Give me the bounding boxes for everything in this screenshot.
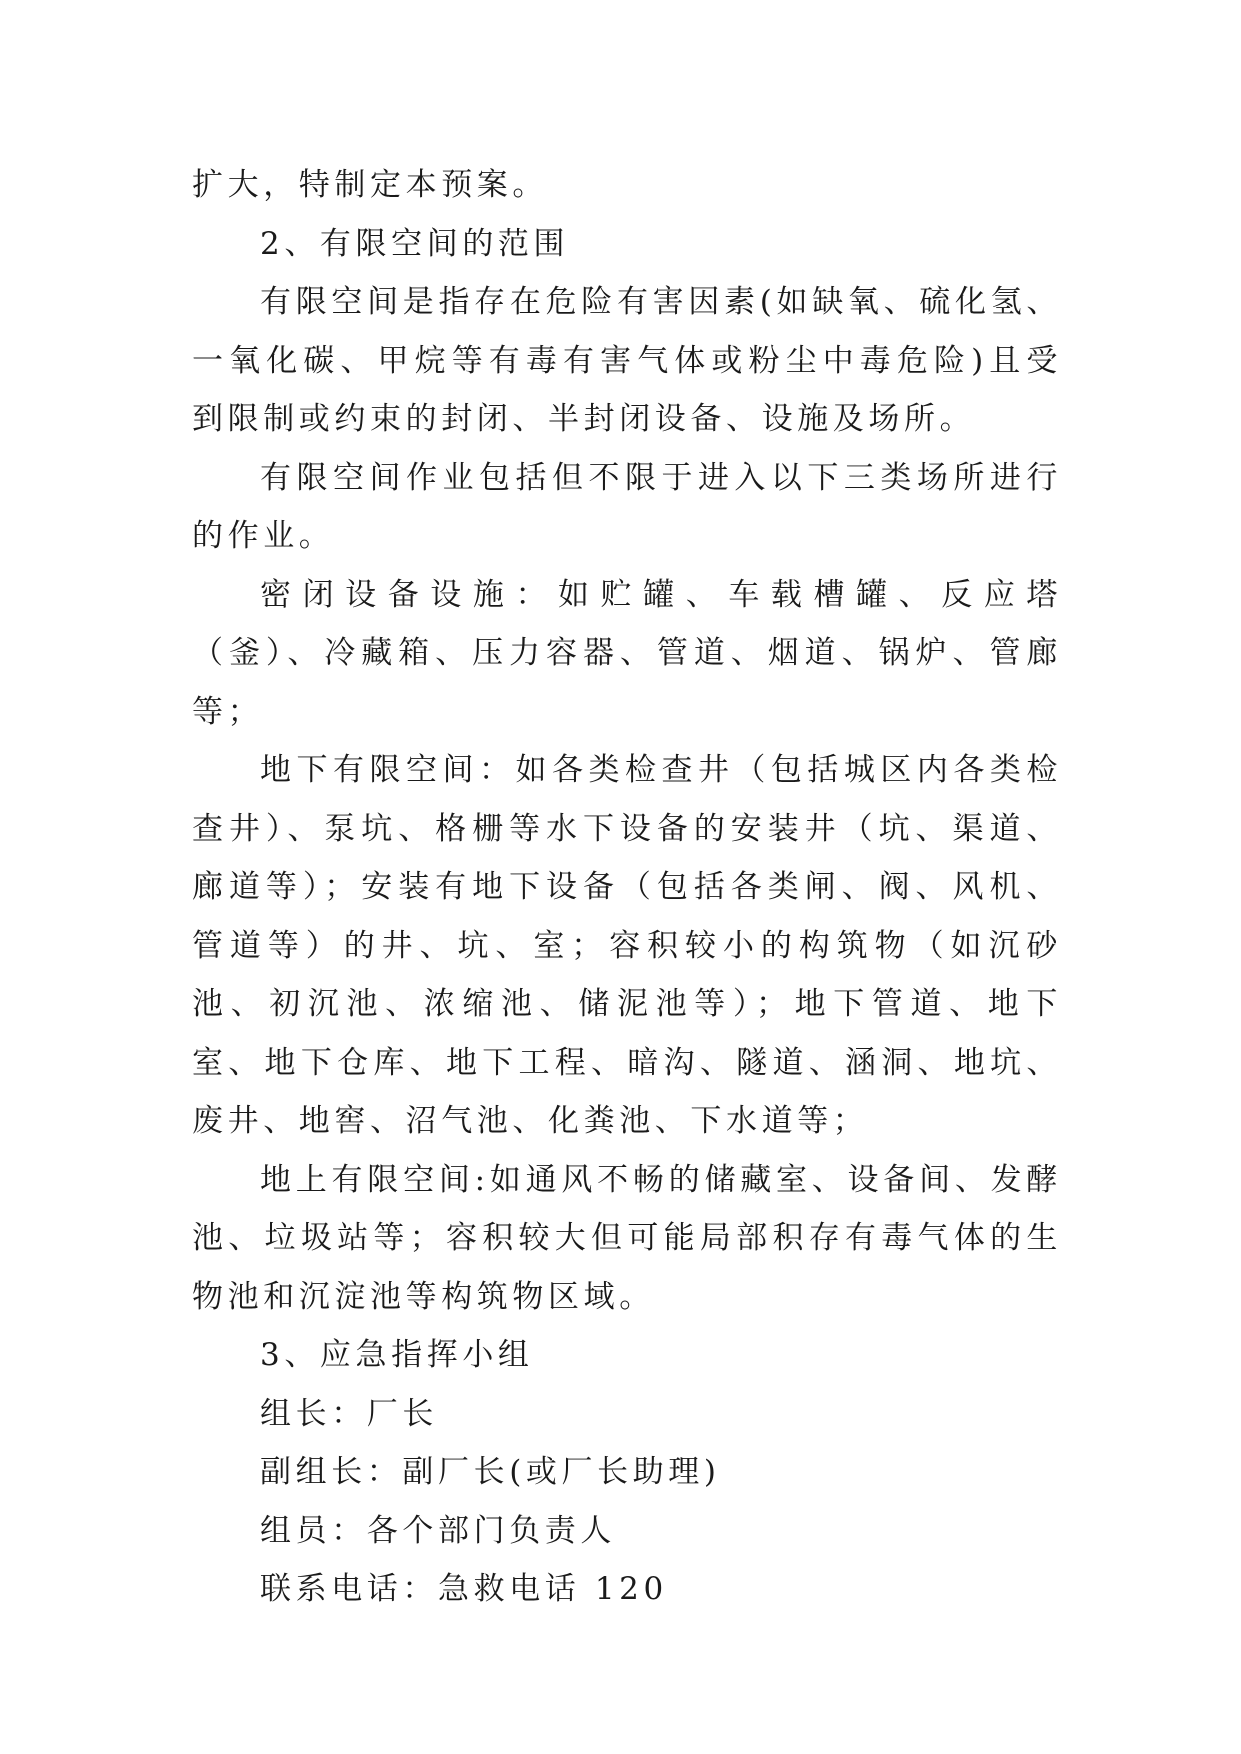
team-leader-line: 组长：厂长 <box>260 1395 438 1432</box>
document-body <box>192 156 1062 1619</box>
paragraph-underground-spaces: 地下有限空间：如各类检查井（包括城区内各类检查井）、泵坑、格栅等水下设备的安装井（坑、渠道、廊道等）；安装有地下设备（包括各类闸、阀、风机、管道等）的井、坑、室；容积较小的构筑物（如沉砂池、初沉池、浓缩池、储泥池等）；地下管道、地下室、地下仓库、地下工程、暗沟、隧道、涵洞、地坑、废井、地窖、沼气池、化粪池、下水道等； <box>192 752 1062 1139</box>
contact-phone-line: 联系电话：急救电话 120 <box>260 1571 668 1607</box>
paragraph-confined-space-definition: 有限空间是指存在危险有害因素(如缺氧、硫化氢、一氧化碳、甲烷等有毒有害气体或粉尘中毒危险)且受到限制或约束的封闭、半封闭设备、设施及场所。 <box>192 284 1062 437</box>
deputy-leader-line: 副组长：副厂长(或厂长助理) <box>260 1454 721 1490</box>
paragraph-work-scope: 有限空间作业包括但不限于进入以下三类场所进行的作业。 <box>192 459 1062 554</box>
section-heading-emergency-team: 3、应急指挥小组 <box>260 1337 534 1373</box>
section-heading-confined-space-scope: 2、有限空间的范围 <box>260 225 570 262</box>
paragraph-continuation: 扩大，特制定本预案。 <box>192 167 548 203</box>
paragraph-above-ground-spaces: 地上有限空间:如通风不畅的储藏室、设备间、发酵池、垃圾站等；容积较大但可能局部积存有毒气体的生物池和沉淀池等构筑物区域。 <box>192 1161 1062 1315</box>
paragraph-sealed-equipment: 密闭设备设施：如贮罐、车载槽罐、反应塔（釜）、冷藏箱、压力容器、管道、烟道、锅炉、管廊等； <box>192 576 1062 730</box>
team-members-line: 组员：各个部门负责人 <box>260 1512 616 1549</box>
